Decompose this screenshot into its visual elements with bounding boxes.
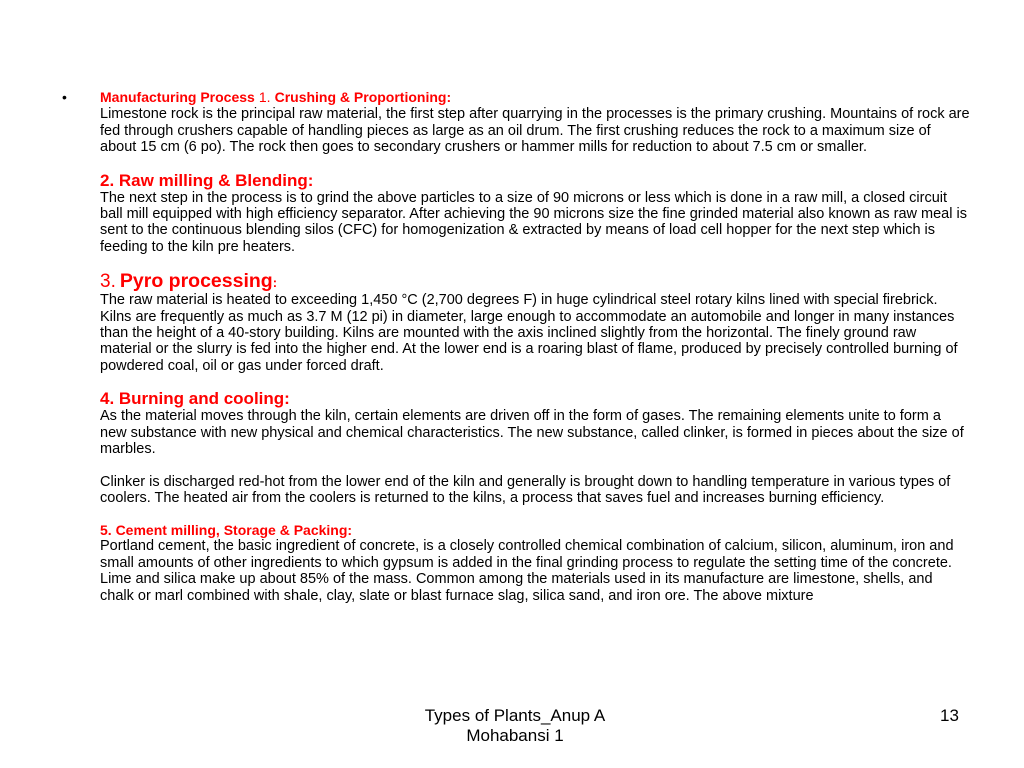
footer-title: Types of Plants_Anup A Mohabansi 1 — [424, 706, 606, 745]
section-raw-milling — [100, 172, 970, 256]
page-number: 13 — [940, 706, 959, 725]
section-body: Portland cement, the basic ingredient of concrete, is a closely controlled chemical combination of calcium, silicon, aluminum, iron and small amounts of other ingredients to which gypsum is added in the final grinding process to regulate the setting time of the concrete. Lime and silica make up about 85% of the mass. Common among the materials used in its manufacture are limestone, shells, and chalk or marl combined with shale, clay, slate or blast furnace slag, silica sand, and iron ore. The above mixture — [100, 538, 954, 604]
section-heading: 2. Raw milling & Blending: — [100, 170, 314, 190]
section-body: As the material moves through the kiln, certain elements are driven off in the form of gases. The remaining elements unite to form a new substance with new physical and chemical characteristics. The new substance, called clinker, is formed in pieces about the size of marbles. — [100, 408, 964, 458]
section-body: The next step in the process is to grind the above particles to a size of 90 microns or less which is done in a raw mill, a closed circuit ball mill equipped with high efficiency separator. After achieving the 90 microns size the fine grinded material also known as raw meal is sent to the continuous blending silos (CFC) for homogenization & extracted by means of load cell hopper for the next step which is feeding to the kiln pre heaters. — [100, 189, 967, 255]
section-body: Clinker is discharged red-hot from the lower end of the kiln and generally is brought down to handling temperature in various types of coolers. The heated air from the coolers is returned to the kilns, a process that saves fuel and increases burning efficiency. — [100, 473, 951, 506]
bullet-marker: • — [62, 89, 67, 105]
spacer — [100, 255, 970, 271]
section-heading — [100, 271, 970, 292]
spacer — [100, 506, 970, 522]
section-cement-milling — [100, 522, 970, 604]
spacer — [100, 458, 970, 474]
section-crushing — [100, 89, 970, 156]
section-body: The raw material is heated to exceeding 1,450 °C (2,700 degrees F) in huge cylindrical steel rotary kilns lined with special firebrick. Kilns are frequently as much as 3.7 M (12 pi) in diameter, large enough to accommodate an automobile and longer in many instances than the height of a 40-story building. Kilns are mounted with the axis inclined slightly from the horizontal. The finely ground raw material or the slurry is fed into the higher end. At the lower end is a roaring blast of flame, produced by precisely controlled burning of powdered coal, oil or gas under forced draft. — [100, 292, 958, 374]
spacer — [100, 374, 970, 390]
section-heading — [100, 89, 970, 106]
heading-manufacturing-process: Manufacturing Process — [100, 89, 255, 105]
heading-number: 1. — [258, 89, 271, 105]
section-burning-cooling — [100, 390, 970, 506]
section-pyro-processing — [100, 271, 970, 374]
section-body: Limestone rock is the principal raw material, the first step after quarrying in the processes is the primary crushing. Mountains of rock are fed through crushers capable of handling pieces as large as an oil drum. The first crushing reduces the rock to a maximum size of about 15 cm (6 po). The rock then goes to secondary crushers or hammer mills for reduction to about 7.5 cm or smaller. — [100, 106, 970, 156]
slide-content — [100, 89, 970, 604]
section-heading: 5. Cement milling, Storage & Packing: — [100, 522, 353, 539]
heading-crushing: Crushing & Proportioning: — [274, 89, 452, 105]
heading-colon: : — [272, 275, 278, 291]
heading-pyro: Pyro processing — [119, 270, 273, 293]
spacer — [100, 156, 970, 172]
heading-number: 3. — [100, 271, 116, 293]
section-heading: 4. Burning and cooling: — [100, 389, 290, 409]
